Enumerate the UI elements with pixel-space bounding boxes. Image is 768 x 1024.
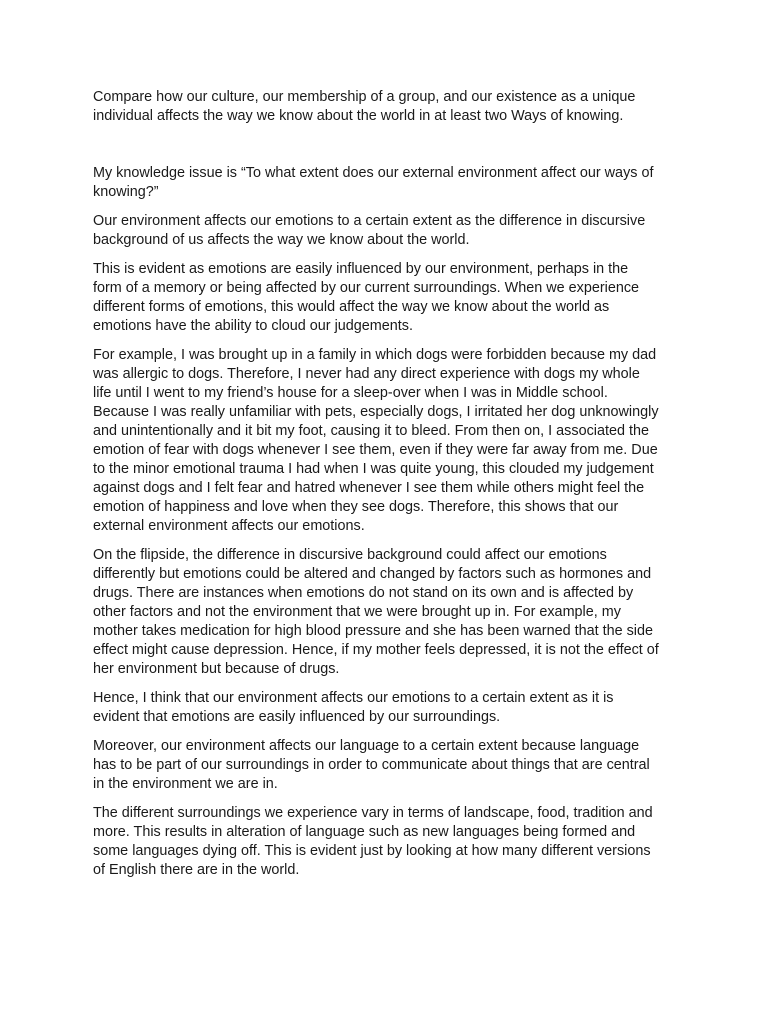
paragraph: For example, I was brought up in a family in which dogs were forbidden because my dad was allergic to dogs. Therefore, I never had any direct experience with dogs my whole life until I went to my friend’s house for a sleep-over when I was in Middle school. Because I was really unfamiliar with pets, especially dogs, I irritated her dog unknowingly and unintentionally and it bit my foot, causing it to bleed. From then on, I associated the emotion of fear with dogs whenever I see them, even if they were far away from me. Due to the minor emotional trauma I had when I was quite young, this clouded my judgement against dogs and I felt fear and hatred whenever I see them while others might feel the emotion of happiness and love when they see dogs. Therefore, this shows that our external environment affects our emotions. — [93, 347, 659, 534]
paragraph: Hence, I think that our environment affects our emotions to a certain extent as it is evident that emotions are easily influenced by our surroundings. — [93, 690, 614, 725]
paragraph: On the flipside, the difference in discursive background could affect our emotions differently but emotions could be altered and changed by factors such as hormones and drugs. There are instances when emotions do not stand on its own and is affected by other factors and not the environment that we were brought up in. For example, my mother takes medication for high blood pressure and she has been warned that the side effect might cause depression. Hence, if my mother feels depressed, it is not the effect of her environment but because of drugs. — [93, 547, 659, 677]
paragraph: This is evident as emotions are easily influenced by our environment, perhaps in the form of a memory or being affected by our current surroundings. When we experience different forms of emotions, this would affect the way we know about the world as emotions have the ability to cloud our judgements. — [93, 261, 640, 334]
paragraph: Our environment affects our emotions to a certain extent as the difference in discursive background of us affects the way we know about the world. — [93, 213, 646, 248]
paragraph: Moreover, our environment affects our language to a certain extent because language has to be part of our surroundings in order to communicate about things that are central in the environment we are in. — [93, 738, 650, 792]
paragraph: The different surroundings we experience vary in terms of landscape, food, tradition and more. This results in alteration of language such as new languages being formed and some languages dying off. This is evident just by looking at how many different versions of English there are in the world. — [93, 805, 653, 878]
essay-prompt: Compare how our culture, our membership of a group, and our existence as a unique individual affects the way we know about the world in at least two Ways of knowing. — [93, 89, 636, 124]
knowledge-issue-paragraph: My knowledge issue is “To what extent does our external environment affect our ways of knowing?” — [93, 165, 654, 200]
document-body — [93, 88, 659, 890]
